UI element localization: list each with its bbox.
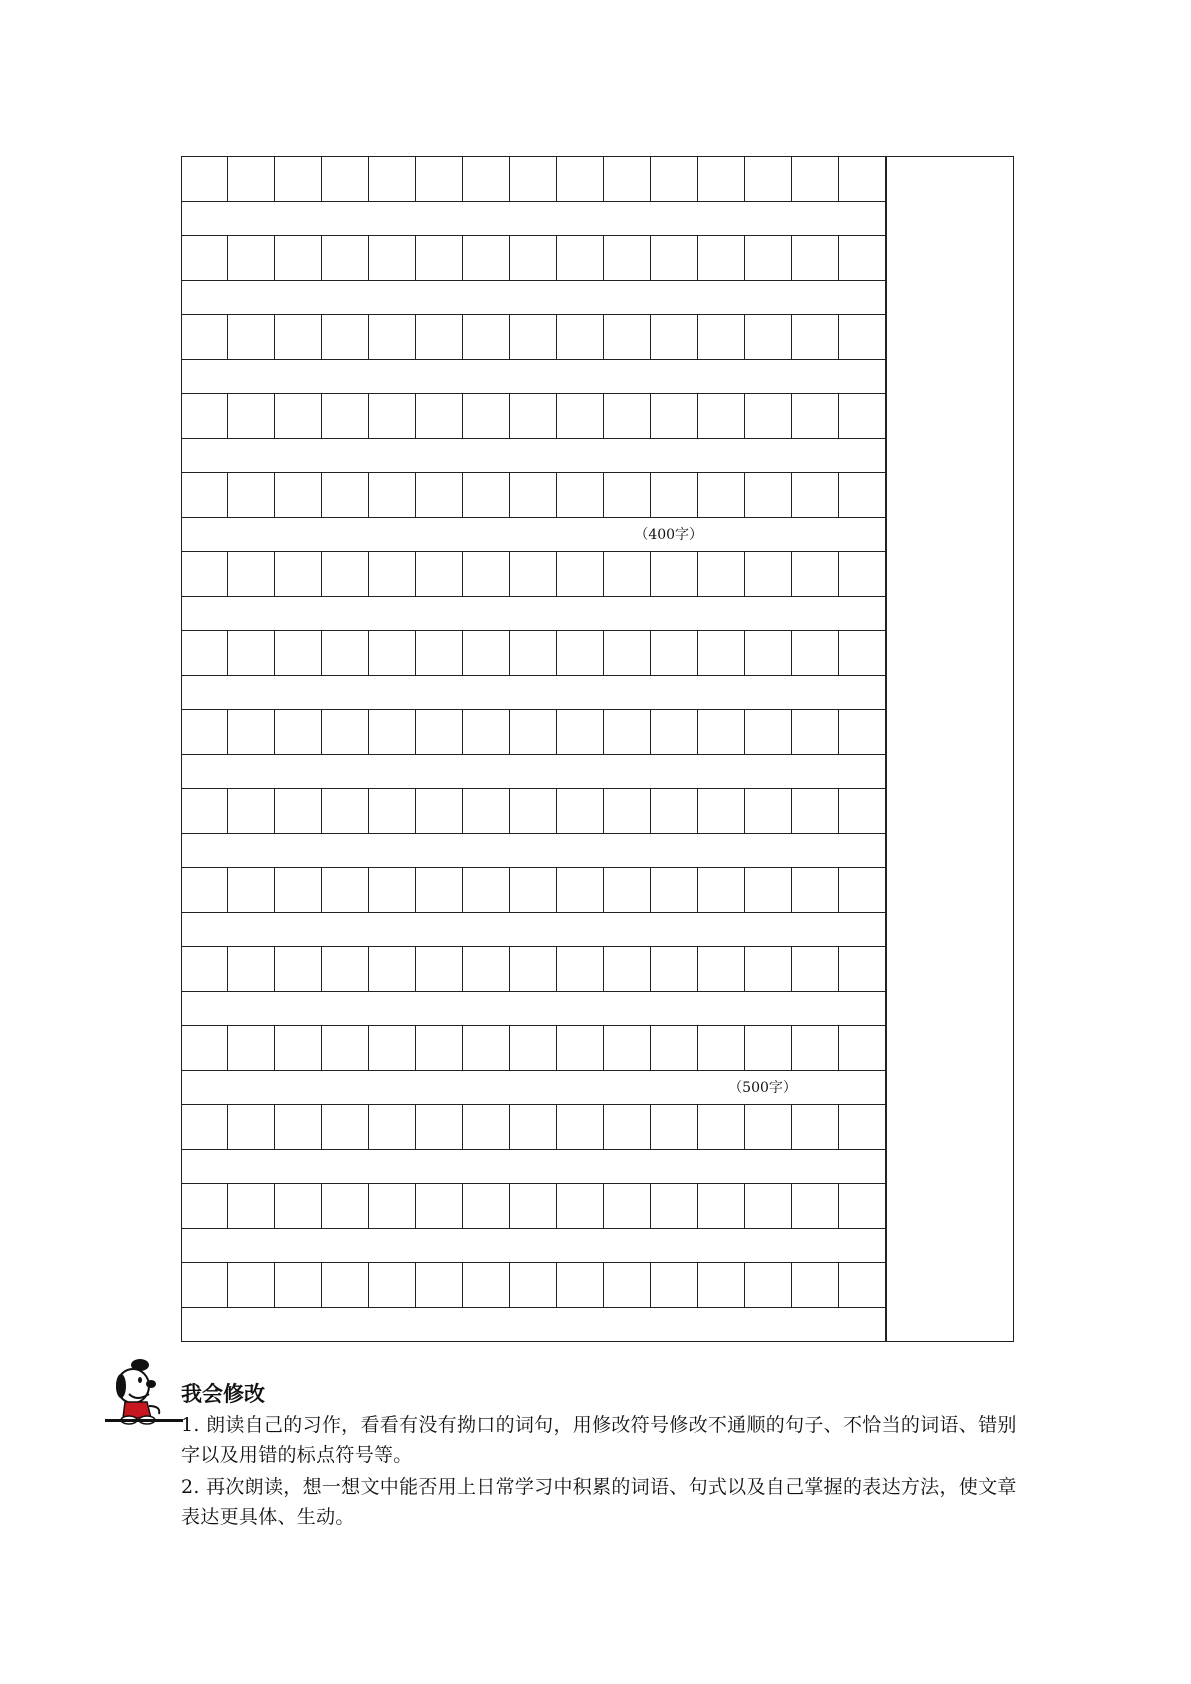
- gap-row: [181, 360, 885, 393]
- char-cell[interactable]: [604, 1105, 651, 1149]
- char-cell[interactable]: [792, 473, 839, 517]
- gap-row: [181, 755, 885, 788]
- char-cell[interactable]: [745, 710, 792, 754]
- char-cell[interactable]: [698, 868, 745, 912]
- char-cell[interactable]: [322, 236, 369, 280]
- char-cell[interactable]: [557, 1263, 604, 1307]
- char-cell[interactable]: [463, 315, 510, 359]
- char-cell[interactable]: [698, 236, 745, 280]
- char-cell[interactable]: [651, 710, 698, 754]
- char-cell[interactable]: [369, 473, 416, 517]
- char-cell[interactable]: [698, 552, 745, 596]
- char-cell[interactable]: [181, 631, 228, 675]
- char-cell[interactable]: [557, 868, 604, 912]
- char-cell[interactable]: [181, 789, 228, 833]
- char-cell[interactable]: [651, 552, 698, 596]
- char-cell[interactable]: [463, 1263, 510, 1307]
- char-cell[interactable]: [651, 947, 698, 991]
- char-row: [181, 788, 885, 834]
- char-cell[interactable]: [557, 315, 604, 359]
- char-cell[interactable]: [463, 473, 510, 517]
- char-cell[interactable]: [698, 710, 745, 754]
- char-cell[interactable]: [510, 552, 557, 596]
- gap-row: [181, 1150, 885, 1183]
- char-cell[interactable]: [322, 552, 369, 596]
- char-cell[interactable]: [275, 1184, 322, 1228]
- char-cell[interactable]: [369, 1184, 416, 1228]
- char-cell[interactable]: [604, 631, 651, 675]
- mascot-underline: [105, 1419, 183, 1422]
- char-cell[interactable]: [698, 473, 745, 517]
- char-cell[interactable]: [181, 552, 228, 596]
- char-cell[interactable]: [557, 156, 604, 201]
- char-cell[interactable]: [698, 631, 745, 675]
- char-cell[interactable]: [792, 236, 839, 280]
- char-cell[interactable]: [792, 868, 839, 912]
- char-cell[interactable]: [557, 947, 604, 991]
- char-cell[interactable]: [745, 631, 792, 675]
- char-cell[interactable]: [463, 1184, 510, 1228]
- char-cell[interactable]: [604, 236, 651, 280]
- char-row: [181, 551, 885, 597]
- char-cell[interactable]: [510, 473, 557, 517]
- char-cell[interactable]: [228, 868, 275, 912]
- char-row: [181, 235, 885, 281]
- char-cell[interactable]: [651, 1184, 698, 1228]
- char-cell[interactable]: [510, 315, 557, 359]
- char-cell[interactable]: [792, 631, 839, 675]
- gap-row: [181, 913, 885, 946]
- char-cell[interactable]: [792, 710, 839, 754]
- char-cell[interactable]: [416, 156, 463, 201]
- char-cell[interactable]: [369, 156, 416, 201]
- char-cell[interactable]: [369, 236, 416, 280]
- char-cell[interactable]: [510, 1105, 557, 1149]
- char-cell[interactable]: [416, 552, 463, 596]
- char-cell[interactable]: [322, 947, 369, 991]
- char-cell[interactable]: [416, 710, 463, 754]
- char-cell[interactable]: [604, 868, 651, 912]
- char-cell[interactable]: [604, 1026, 651, 1070]
- char-cell[interactable]: [228, 315, 275, 359]
- instruction-2: 2. 再次朗读，想一想文中能否用上日常学习中积累的词语、句式以及自己掌握的表达方法，使文章表达更具体、生动。: [181, 1476, 1017, 1528]
- char-cell[interactable]: [275, 1105, 322, 1149]
- char-cell[interactable]: [369, 631, 416, 675]
- char-cell[interactable]: [275, 394, 322, 438]
- char-cell[interactable]: [651, 1263, 698, 1307]
- char-cell[interactable]: [604, 156, 651, 201]
- char-cell[interactable]: [181, 1263, 228, 1307]
- char-cell[interactable]: [228, 552, 275, 596]
- char-cell[interactable]: [228, 1026, 275, 1070]
- char-cell[interactable]: [369, 552, 416, 596]
- char-cell[interactable]: [839, 947, 885, 991]
- char-cell[interactable]: [792, 947, 839, 991]
- char-cell[interactable]: [792, 156, 839, 201]
- char-cell[interactable]: [792, 1026, 839, 1070]
- char-cell[interactable]: [745, 236, 792, 280]
- char-cell[interactable]: [228, 1105, 275, 1149]
- char-cell[interactable]: [275, 156, 322, 201]
- char-cell[interactable]: [181, 710, 228, 754]
- char-cell[interactable]: [463, 394, 510, 438]
- gap-row: [181, 1229, 885, 1262]
- gap-row: [181, 834, 885, 867]
- char-cell[interactable]: [181, 394, 228, 438]
- char-cell[interactable]: [839, 236, 885, 280]
- char-cell[interactable]: [369, 1263, 416, 1307]
- char-cell[interactable]: [745, 1026, 792, 1070]
- char-cell[interactable]: [557, 1105, 604, 1149]
- char-cell[interactable]: [322, 710, 369, 754]
- char-cell[interactable]: [322, 473, 369, 517]
- gap-row: [181, 676, 885, 709]
- char-cell[interactable]: [651, 236, 698, 280]
- char-row: [181, 1183, 885, 1229]
- char-cell[interactable]: [181, 947, 228, 991]
- char-cell[interactable]: [275, 552, 322, 596]
- char-cell[interactable]: [745, 156, 792, 201]
- char-cell[interactable]: [275, 473, 322, 517]
- char-cell[interactable]: [510, 947, 557, 991]
- char-cell[interactable]: [463, 236, 510, 280]
- char-cell[interactable]: [651, 315, 698, 359]
- char-cell[interactable]: [792, 789, 839, 833]
- char-cell[interactable]: [275, 710, 322, 754]
- char-cell[interactable]: [463, 1026, 510, 1070]
- char-cell[interactable]: [651, 1105, 698, 1149]
- char-cell[interactable]: [510, 1263, 557, 1307]
- char-cell[interactable]: [463, 631, 510, 675]
- char-cell[interactable]: [322, 315, 369, 359]
- char-cell[interactable]: [839, 473, 885, 517]
- gap-row: [181, 992, 885, 1025]
- char-cell[interactable]: [557, 552, 604, 596]
- char-cell[interactable]: [745, 947, 792, 991]
- char-cell[interactable]: [651, 156, 698, 201]
- char-cell[interactable]: [698, 1026, 745, 1070]
- char-cell[interactable]: [604, 710, 651, 754]
- word-count-marker: （400字）: [634, 527, 704, 543]
- gap-row: [181, 597, 885, 630]
- char-cell[interactable]: [369, 1105, 416, 1149]
- char-cell[interactable]: [839, 1263, 885, 1307]
- char-cell[interactable]: [604, 1263, 651, 1307]
- char-cell[interactable]: [557, 1184, 604, 1228]
- char-cell[interactable]: [557, 394, 604, 438]
- char-row: [181, 156, 885, 202]
- instruction-1: 1. 朗读自己的习作，看看有没有拗口的词句，用修改符号修改不通顺的句子、不恰当的词语、错别字以及用错的标点符号等。: [181, 1414, 1017, 1466]
- char-cell[interactable]: [463, 947, 510, 991]
- char-cell[interactable]: [181, 236, 228, 280]
- char-cell[interactable]: [510, 710, 557, 754]
- char-cell[interactable]: [839, 1184, 885, 1228]
- char-cell[interactable]: [322, 868, 369, 912]
- char-cell[interactable]: [369, 394, 416, 438]
- char-cell[interactable]: [510, 156, 557, 201]
- char-cell[interactable]: [792, 394, 839, 438]
- char-cell[interactable]: [228, 473, 275, 517]
- char-cell[interactable]: [228, 631, 275, 675]
- char-cell[interactable]: [839, 1105, 885, 1149]
- char-cell[interactable]: [792, 1105, 839, 1149]
- char-cell[interactable]: [275, 315, 322, 359]
- char-row: [181, 472, 885, 518]
- gap-row: [181, 1308, 885, 1341]
- char-cell[interactable]: [275, 631, 322, 675]
- char-cell[interactable]: [698, 947, 745, 991]
- char-cell[interactable]: [416, 947, 463, 991]
- gap-row: [181, 439, 885, 472]
- char-cell[interactable]: [792, 1184, 839, 1228]
- char-cell[interactable]: [698, 315, 745, 359]
- char-cell[interactable]: [745, 1263, 792, 1307]
- char-cell[interactable]: [416, 1263, 463, 1307]
- char-cell[interactable]: [698, 789, 745, 833]
- char-cell[interactable]: [463, 868, 510, 912]
- char-cell[interactable]: [322, 1105, 369, 1149]
- char-cell[interactable]: [275, 1026, 322, 1070]
- char-row: [181, 867, 885, 913]
- char-cell[interactable]: [557, 710, 604, 754]
- char-cell[interactable]: [557, 473, 604, 517]
- char-cell[interactable]: [228, 710, 275, 754]
- char-cell[interactable]: [604, 552, 651, 596]
- char-cell[interactable]: [228, 156, 275, 201]
- char-cell[interactable]: [275, 236, 322, 280]
- char-cell[interactable]: [228, 394, 275, 438]
- char-cell[interactable]: [510, 631, 557, 675]
- char-cell[interactable]: [698, 156, 745, 201]
- margin-column-divider: [885, 156, 887, 1342]
- char-cell[interactable]: [322, 631, 369, 675]
- char-row: [181, 946, 885, 992]
- char-cell[interactable]: [839, 315, 885, 359]
- gap-row: [181, 281, 885, 314]
- char-cell[interactable]: [557, 631, 604, 675]
- char-cell[interactable]: [228, 1184, 275, 1228]
- char-cell[interactable]: [792, 1263, 839, 1307]
- snoopy-mascot-icon: [107, 1356, 179, 1428]
- char-cell[interactable]: [510, 394, 557, 438]
- char-cell[interactable]: [416, 1184, 463, 1228]
- char-cell[interactable]: [228, 947, 275, 991]
- char-cell[interactable]: [369, 947, 416, 991]
- char-row: [181, 1025, 885, 1071]
- char-cell[interactable]: [463, 789, 510, 833]
- char-cell[interactable]: [322, 1263, 369, 1307]
- char-cell[interactable]: [698, 1263, 745, 1307]
- char-cell[interactable]: [651, 631, 698, 675]
- char-cell[interactable]: [839, 789, 885, 833]
- char-cell[interactable]: [275, 1263, 322, 1307]
- char-cell[interactable]: [369, 1026, 416, 1070]
- char-row: [181, 314, 885, 360]
- char-cell[interactable]: [745, 868, 792, 912]
- char-cell[interactable]: [698, 1184, 745, 1228]
- char-cell[interactable]: [463, 552, 510, 596]
- word-count-marker: （500字）: [728, 1080, 797, 1096]
- char-cell[interactable]: [416, 868, 463, 912]
- char-cell[interactable]: [839, 156, 885, 201]
- char-cell[interactable]: [228, 1263, 275, 1307]
- char-cell[interactable]: [416, 789, 463, 833]
- char-cell[interactable]: [604, 1184, 651, 1228]
- char-cell[interactable]: [181, 1105, 228, 1149]
- char-cell[interactable]: [510, 1026, 557, 1070]
- char-cell[interactable]: [510, 236, 557, 280]
- char-cell[interactable]: [181, 315, 228, 359]
- char-cell[interactable]: [745, 789, 792, 833]
- char-cell[interactable]: [651, 1026, 698, 1070]
- char-row: [181, 709, 885, 755]
- char-cell[interactable]: [792, 315, 839, 359]
- char-cell[interactable]: [181, 1184, 228, 1228]
- char-cell[interactable]: [416, 394, 463, 438]
- char-cell[interactable]: [510, 1184, 557, 1228]
- char-cell[interactable]: [745, 394, 792, 438]
- gap-row: [181, 202, 885, 235]
- char-cell[interactable]: [557, 789, 604, 833]
- char-cell[interactable]: [651, 789, 698, 833]
- char-cell[interactable]: [745, 1184, 792, 1228]
- char-cell[interactable]: [275, 868, 322, 912]
- char-cell[interactable]: [745, 1105, 792, 1149]
- revise-section: [107, 1356, 1027, 1586]
- char-cell[interactable]: [322, 156, 369, 201]
- char-cell[interactable]: [839, 710, 885, 754]
- char-cell[interactable]: [463, 1105, 510, 1149]
- char-row: [181, 1262, 885, 1308]
- char-cell[interactable]: [604, 789, 651, 833]
- char-cell[interactable]: [651, 868, 698, 912]
- char-cell[interactable]: [510, 789, 557, 833]
- char-cell[interactable]: [510, 868, 557, 912]
- char-cell[interactable]: [322, 1184, 369, 1228]
- char-cell[interactable]: [792, 552, 839, 596]
- char-cell[interactable]: [181, 868, 228, 912]
- char-cell[interactable]: [416, 1105, 463, 1149]
- char-cell[interactable]: [463, 156, 510, 201]
- char-cell[interactable]: [604, 394, 651, 438]
- char-cell[interactable]: [557, 1026, 604, 1070]
- char-cell[interactable]: [275, 947, 322, 991]
- char-cell[interactable]: [369, 315, 416, 359]
- char-cell[interactable]: [839, 868, 885, 912]
- char-cell[interactable]: [604, 473, 651, 517]
- char-cell[interactable]: [463, 710, 510, 754]
- char-cell[interactable]: [181, 1026, 228, 1070]
- char-cell[interactable]: [839, 631, 885, 675]
- char-cell[interactable]: [698, 1105, 745, 1149]
- char-cell[interactable]: [839, 552, 885, 596]
- char-cell[interactable]: [369, 710, 416, 754]
- char-cell[interactable]: [181, 473, 228, 517]
- char-cell[interactable]: [745, 473, 792, 517]
- section-title: 我会修改: [181, 1382, 265, 1406]
- char-cell[interactable]: [839, 1026, 885, 1070]
- char-cell[interactable]: [745, 552, 792, 596]
- char-cell[interactable]: [416, 473, 463, 517]
- char-cell[interactable]: [416, 631, 463, 675]
- char-row: [181, 393, 885, 439]
- char-cell[interactable]: [416, 236, 463, 280]
- char-cell[interactable]: [322, 394, 369, 438]
- char-cell[interactable]: [369, 789, 416, 833]
- char-cell[interactable]: [369, 868, 416, 912]
- char-cell[interactable]: [651, 473, 698, 517]
- char-row: [181, 630, 885, 676]
- char-row: [181, 1104, 885, 1150]
- char-cell[interactable]: [604, 947, 651, 991]
- char-cell[interactable]: [322, 1026, 369, 1070]
- char-cell[interactable]: [651, 394, 698, 438]
- char-cell[interactable]: [745, 315, 792, 359]
- char-cell[interactable]: [275, 789, 322, 833]
- char-cell[interactable]: [228, 789, 275, 833]
- char-cell[interactable]: [322, 789, 369, 833]
- char-cell[interactable]: [557, 236, 604, 280]
- char-cell[interactable]: [181, 156, 228, 201]
- char-cell[interactable]: [416, 1026, 463, 1070]
- char-cell[interactable]: [416, 315, 463, 359]
- char-cell[interactable]: [228, 236, 275, 280]
- char-cell[interactable]: [839, 394, 885, 438]
- char-cell[interactable]: [604, 315, 651, 359]
- gap-row: [181, 518, 885, 551]
- char-cell[interactable]: [698, 394, 745, 438]
